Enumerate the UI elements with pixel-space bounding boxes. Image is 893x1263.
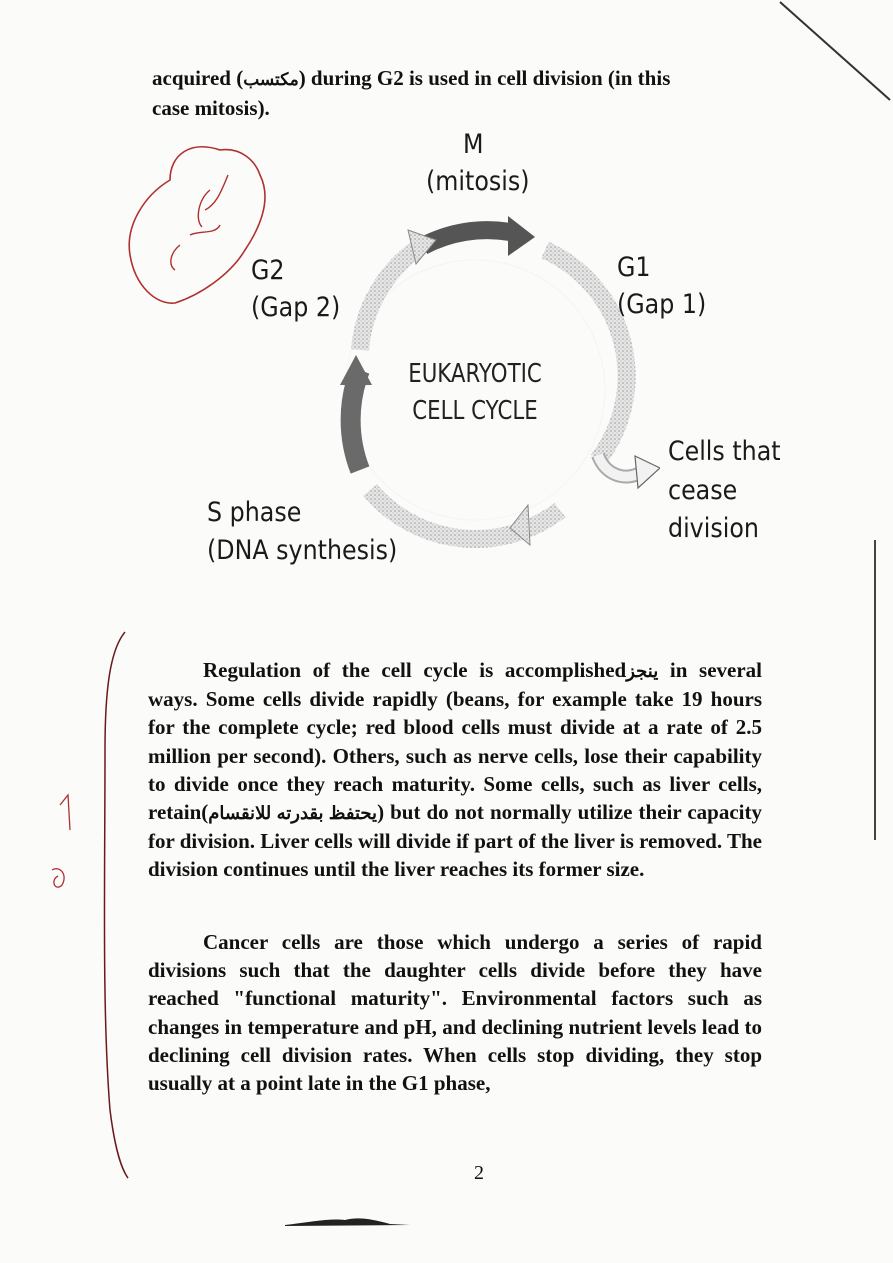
- label-m: M: [463, 129, 484, 160]
- scan-bottom-smudge: [280, 1210, 420, 1240]
- paragraph-cancer: Cancer cells are those which undergo a series of rapid divisions such that the daughter cells divide before they have reached "functional maturity". Environmental factors such as changes in temperature and pH, and declining nutrient levels lead to declining cell division rates. When cells stop dividing, they stop usually at a point late in the G1 phase,: [148, 930, 762, 1096]
- intro-line-1: acquired (مكتسب) during G2 is used in cell division (in this: [152, 66, 671, 90]
- scan-edge-mark: [760, 0, 893, 110]
- label-s-phase-sub: (DNA synthesis): [207, 535, 398, 566]
- intro-text: [152, 64, 772, 122]
- g2-to-m-arc: [360, 248, 418, 350]
- label-cells-cease-2: cease: [668, 475, 738, 506]
- label-cells-cease-1: Cells that: [668, 436, 781, 467]
- handwritten-margin-bracket: [40, 630, 140, 1180]
- center-label-2: CELL CYCLE: [412, 396, 538, 426]
- label-s-phase: S phase: [207, 497, 302, 528]
- label-g1: G1: [617, 252, 651, 283]
- label-cells-cease-3: division: [668, 513, 759, 544]
- center-label-1: EUKARYOTIC: [408, 359, 542, 389]
- paragraph-regulation: Regulation of the cell cycle is accomplishedينجز in several ways. Some cells divide rapidly (beans, for example take 19 hours for the complete cycle; red blood cells must divide at a rate of 2.5 million per second). Others, such as nerve cells, lose their capability to divide once they reach maturity. Some cells, such as liver cells, retain(يحتفظ بقدرته للانقسام) but do not normally utilize their capacity for division. Liver cells will divide if part of the liver is removed. The division continues until the liver reaches its former size.: [148, 658, 762, 882]
- g2-arrowhead: [340, 355, 372, 385]
- intro-line-2: case mitosis).: [152, 96, 270, 121]
- label-g2-sub: (Gap 2): [251, 292, 341, 323]
- label-g1-sub: (Gap 1): [617, 289, 707, 320]
- label-g2: G2: [251, 255, 285, 286]
- scan-right-edge: [874, 540, 876, 840]
- m-arc: [423, 230, 510, 246]
- s-arc: [370, 490, 560, 539]
- exit-arrowhead: [635, 456, 660, 488]
- page-number: 2: [474, 1162, 484, 1184]
- label-m-sub: (mitosis): [426, 166, 530, 197]
- m-arrowhead: [508, 216, 535, 256]
